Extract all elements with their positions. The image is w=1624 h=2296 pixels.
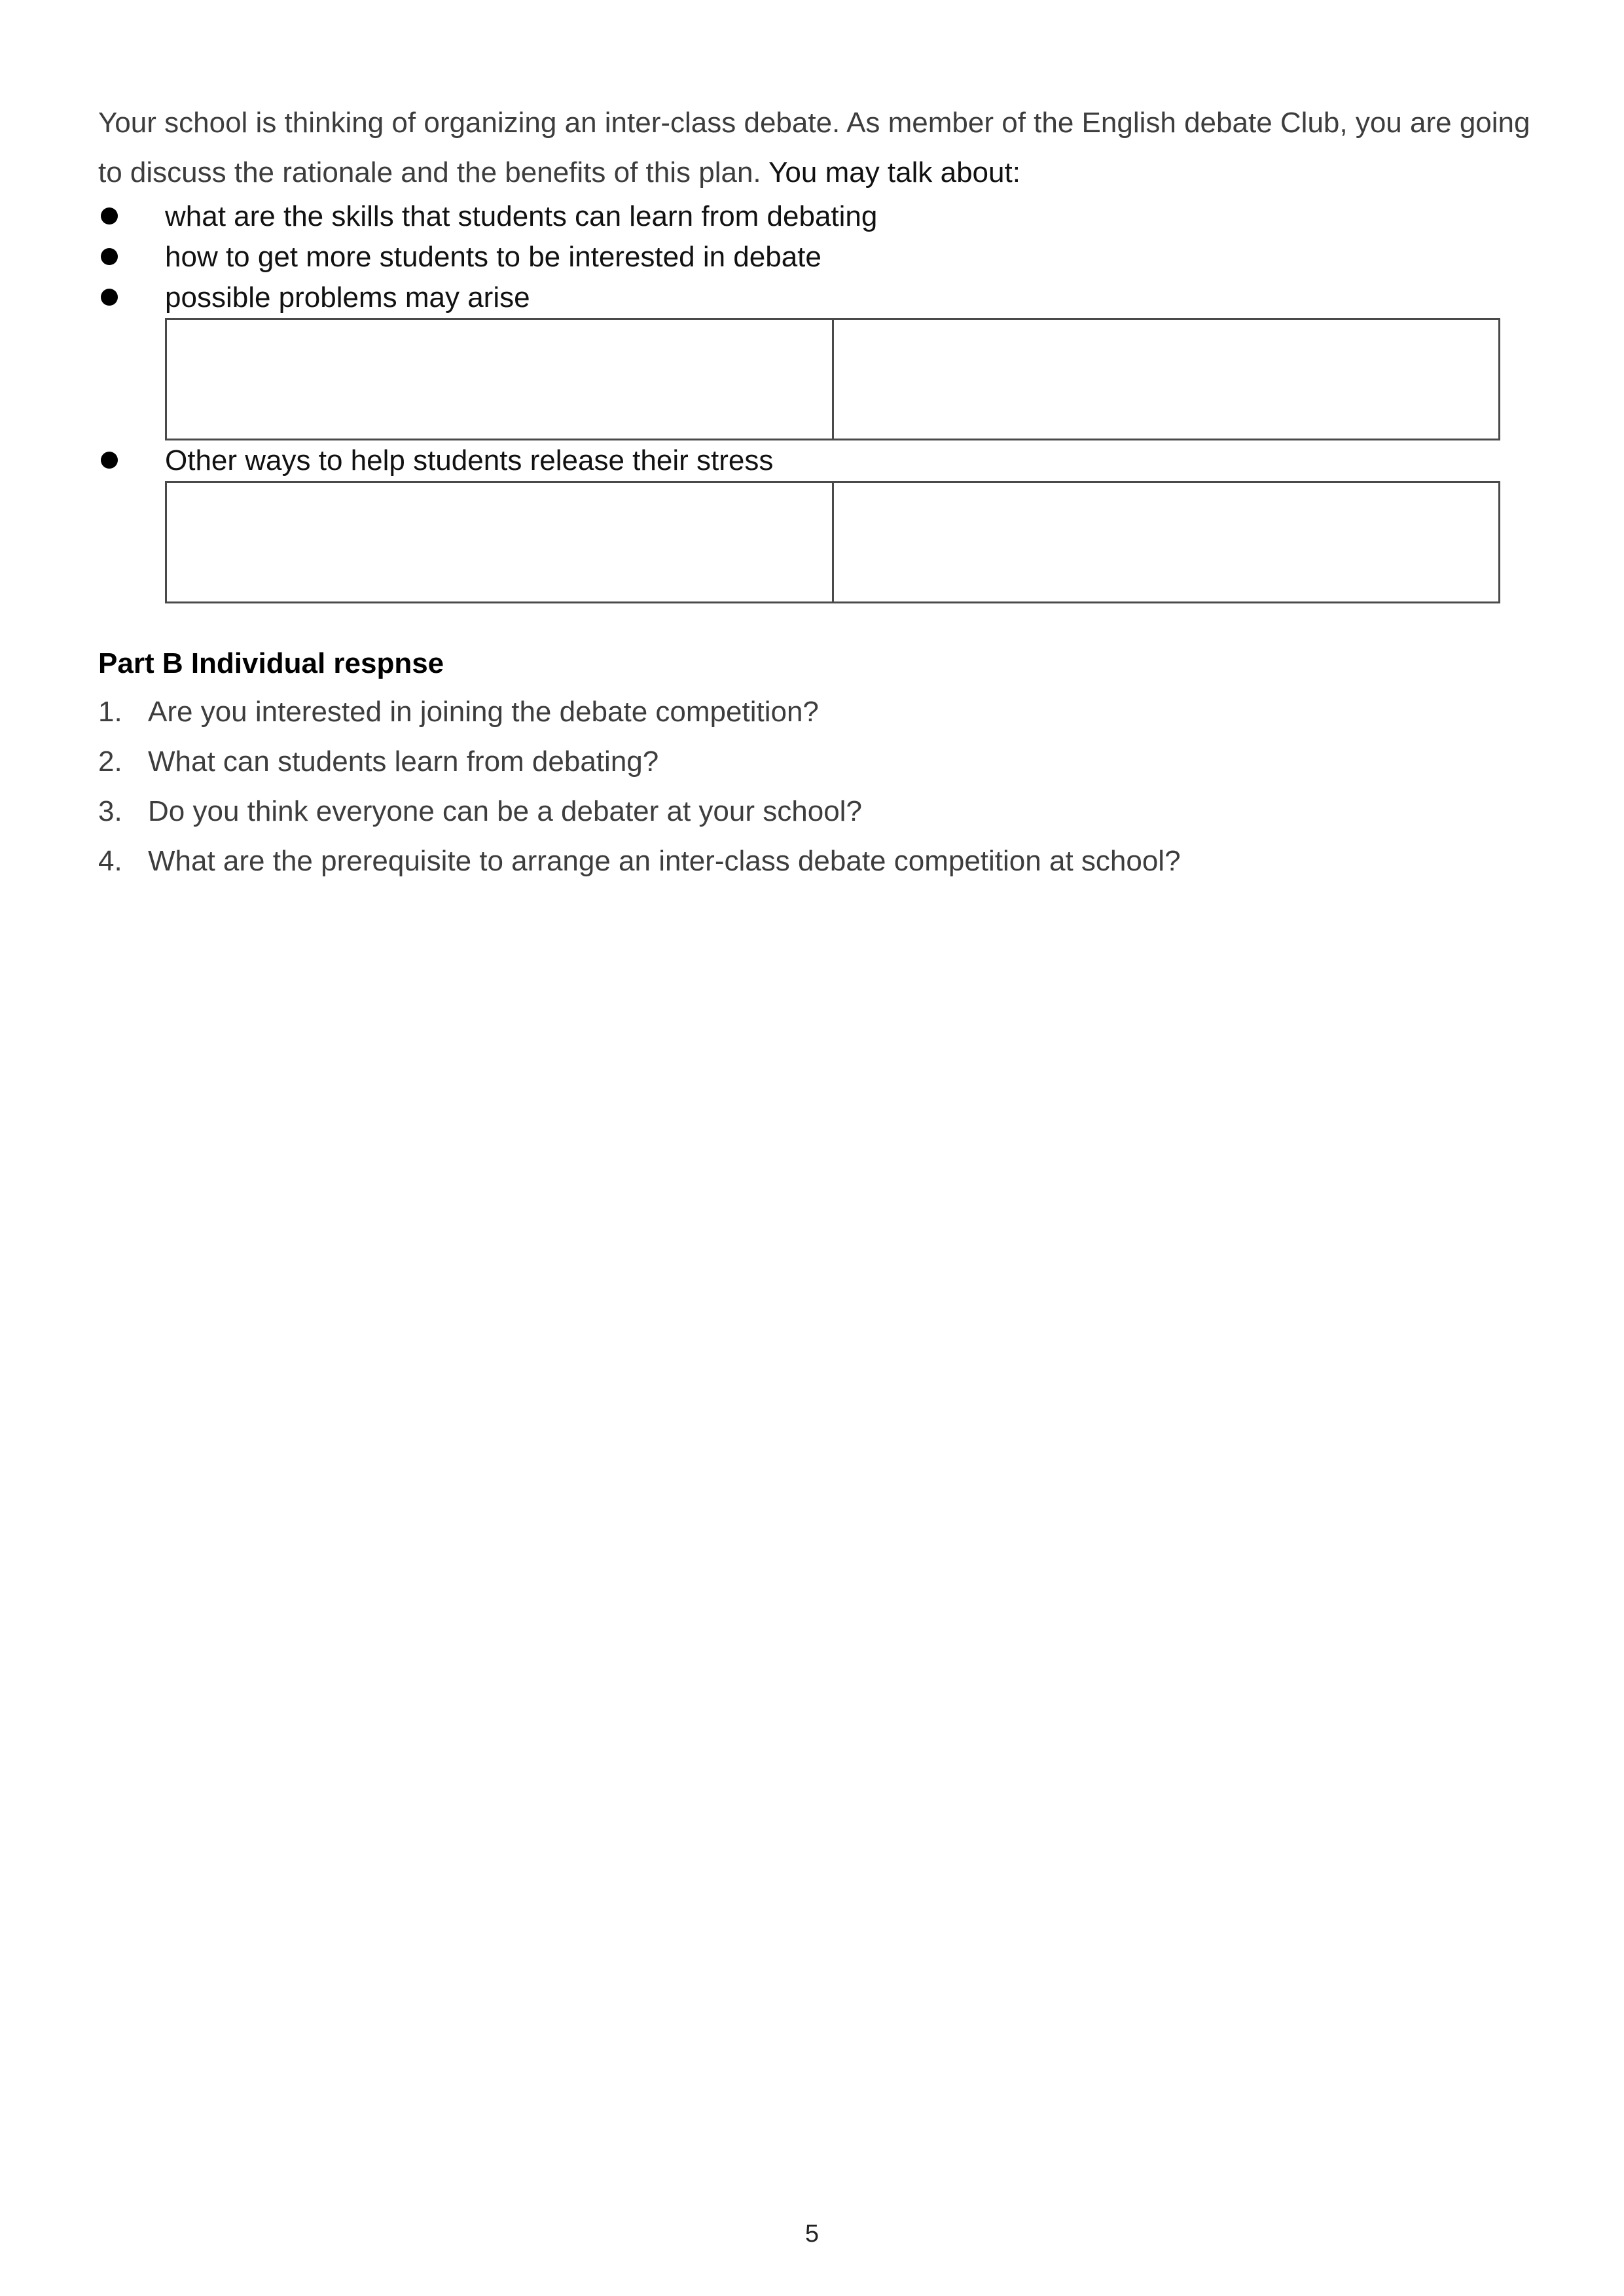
bullet-item [98,196,1506,237]
answer-box-table-2 [165,481,1500,603]
page-number: 5 [804,2220,820,2248]
question-text: What are the prerequisite to arrange an inter-class debate competition at school? [148,845,1181,877]
bullet-icon [101,248,118,265]
question-text: What can students learn from debating? [148,745,659,778]
bullet-text: Other ways to help students release their stress [165,444,774,476]
bullet-text: possible problems may arise [165,281,530,314]
bullet-icon [101,289,118,306]
bullet-text: how to get more students to be interested in debate [165,241,821,273]
bullet-item [98,278,1506,318]
intro-sentence-1: Your school is thinking of organizing an inter-class debate. As member of the English debate Club, you are going to discuss the rationale and the benefits of this plan. [98,107,1530,188]
bullet-item [98,440,1506,481]
question-number: 2. [98,745,122,778]
intro-paragraph [98,98,1538,198]
answer-cell[interactable] [833,482,1500,603]
answer-cell[interactable] [166,319,833,440]
question-number: 1. [98,696,122,728]
answer-cell[interactable] [166,482,833,603]
answer-cell[interactable] [833,319,1500,440]
question-item [98,687,1538,737]
question-item [98,836,1538,886]
question-text: Are you interested in joining the debate competition? [148,696,819,728]
bullet-item [98,237,1506,278]
intro-sentence-2: You may talk about: [768,156,1020,188]
answer-box-table-1 [165,318,1500,440]
question-text: Do you think everyone can be a debater at your school? [148,795,862,827]
bullet-text: what are the skills that students can learn from debating [165,200,878,232]
part-b-heading: Part B Individual respnse [98,647,444,679]
question-item [98,787,1538,836]
question-item [98,737,1538,787]
bullet-icon [101,452,118,469]
bullet-icon [101,207,118,224]
question-number: 4. [98,845,122,877]
question-number: 3. [98,795,122,827]
